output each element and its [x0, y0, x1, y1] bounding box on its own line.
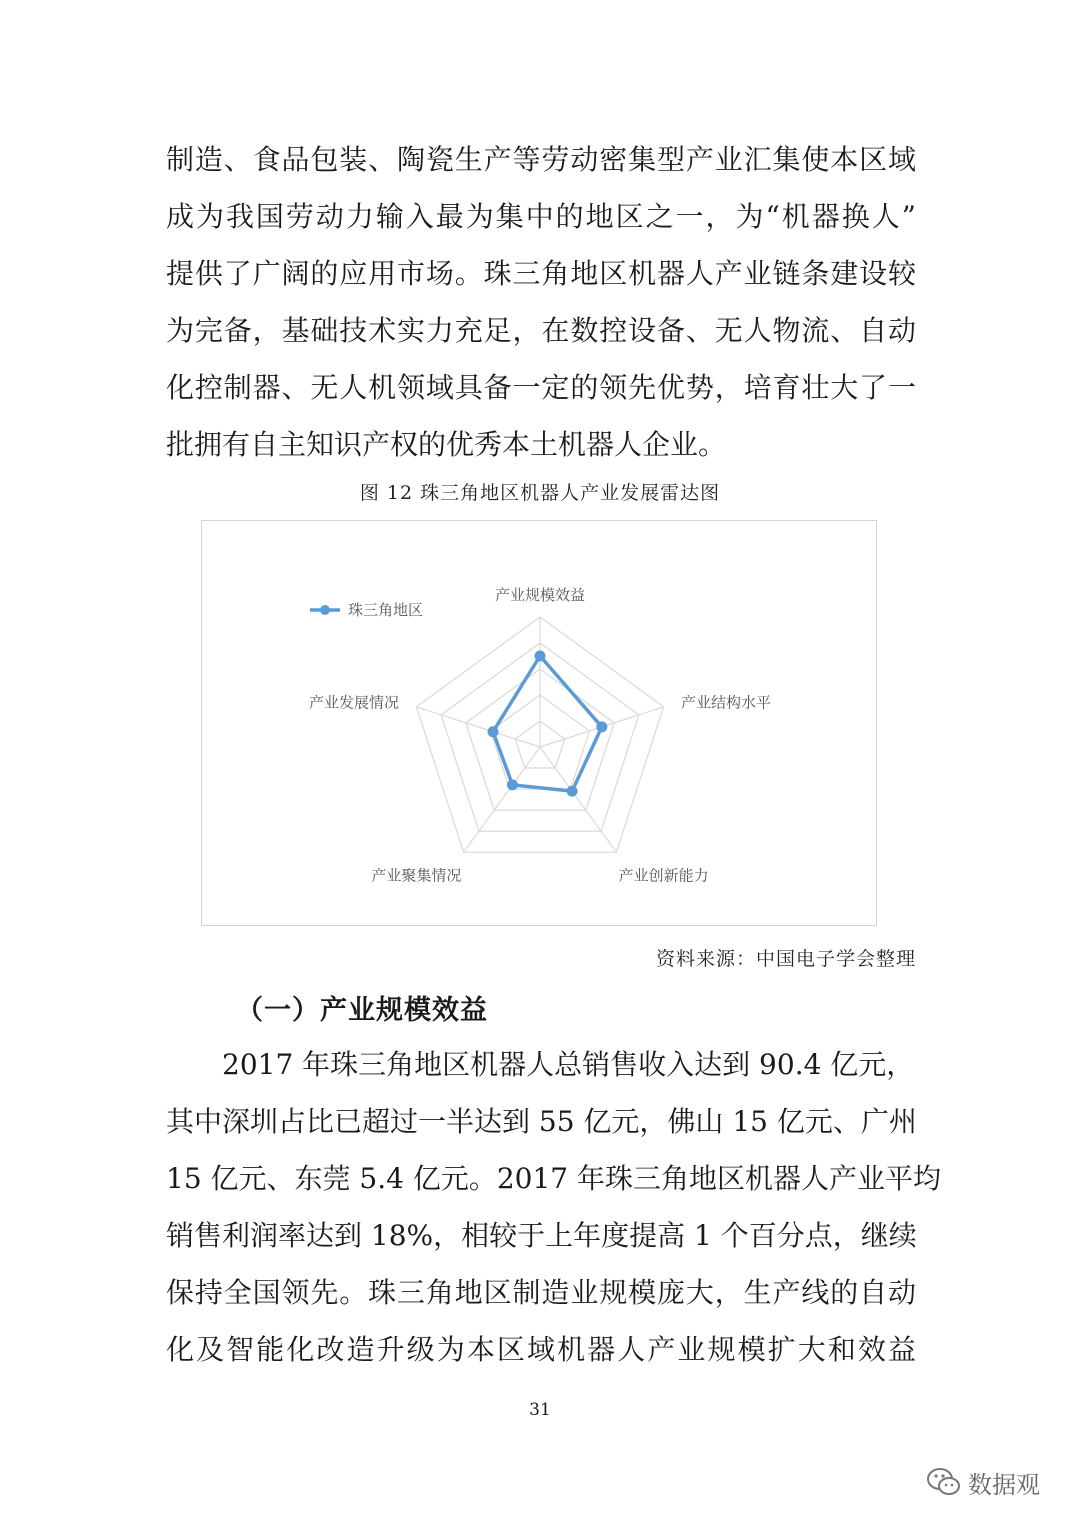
radar-data-point	[488, 726, 499, 737]
legend-label: 珠三角地区	[348, 601, 424, 619]
paragraph-1	[166, 131, 916, 473]
text-line: 保持全国领先。珠三角地区制造业规模庞大，生产线的自动	[166, 1276, 916, 1309]
paragraph-2	[166, 1036, 942, 1378]
radar-data-point	[596, 721, 607, 732]
radar-axis-label: 产业规模效益	[494, 586, 586, 604]
text-line: 成为我国劳动力输入最为集中的地区之一，为“机器换人”	[166, 200, 916, 233]
text-line: 其中深圳占比已超过一半达到 55 亿元，佛山 15 亿元、广州	[166, 1105, 917, 1138]
radar-axis-label: 产业创新能力	[618, 866, 709, 885]
text-line: 2017 年珠三角地区机器人总销售收入达到 90.4 亿元，	[222, 1048, 915, 1081]
text-line: 化及智能化改造升级为本区域机器人产业规模扩大和效益	[166, 1333, 916, 1366]
radar-axis-line	[464, 747, 540, 852]
page-number: 31	[529, 1400, 551, 1420]
radar-axis-label: 产业结构水平	[680, 693, 771, 712]
figure-caption: 图 12 珠三角地区机器人产业发展雷达图	[359, 482, 721, 504]
radar-chart	[201, 520, 877, 926]
radar-data-point	[507, 779, 518, 790]
wechat-icon	[926, 1467, 962, 1497]
radar-chart-svg	[202, 521, 878, 927]
radar-axis-label: 产业聚集情况	[371, 866, 462, 885]
text-line: 销售利润率达到 18%，相较于上年度提高 1 个百分点，继续	[166, 1219, 917, 1252]
text-line: 15 亿元、东莞 5.4 亿元。2017 年珠三角地区机器人产业平均	[166, 1162, 942, 1195]
text-line: 为完备，基础技术实力充足，在数控设备、无人物流、自动	[166, 314, 916, 347]
watermark-text: 数据观	[968, 1470, 1040, 1499]
text-line: 制造、食品包装、陶瓷生产等劳动密集型产业汇集使本区域	[166, 143, 916, 176]
figure-source: 资料来源：中国电子学会整理	[655, 948, 916, 970]
section-heading: （一）产业规模效益	[236, 995, 488, 1026]
text-line: 批拥有自主知识产权的优秀本土机器人企业。	[166, 428, 727, 461]
text-line: 化控制器、无人机领域具备一定的领先优势，培育壮大了一	[166, 371, 916, 404]
radar-data-point	[535, 651, 546, 662]
radar-axis-label: 产业发展情况	[309, 693, 400, 712]
watermark	[926, 1462, 1040, 1502]
radar-data-point	[567, 786, 578, 797]
text-line: 提供了广阔的应用市场。珠三角地区机器人产业链条建设较	[166, 257, 916, 290]
radar-axis-line	[540, 747, 616, 852]
legend-swatch-marker	[320, 605, 330, 615]
radar-axis-line	[416, 707, 540, 747]
